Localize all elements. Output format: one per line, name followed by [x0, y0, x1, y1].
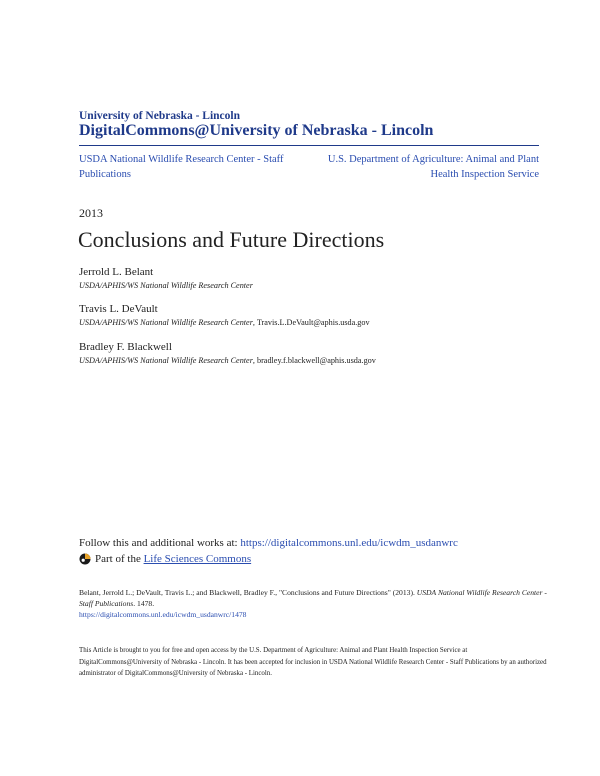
- network-icon: [79, 553, 91, 565]
- affiliation-institution: USDA/APHIS/WS National Wildlife Research Center: [79, 356, 253, 365]
- follow-link[interactable]: https://digitalcommons.unl.edu/icwdm_usdanwrc: [240, 537, 458, 549]
- author-affiliation: [79, 356, 376, 365]
- life-sciences-commons-link[interactable]: Life Sciences Commons: [143, 553, 252, 565]
- citation-number: . 1478.: [133, 599, 155, 608]
- follow-label: Follow this and additional works at:: [79, 537, 241, 549]
- part-of-line: [79, 553, 251, 565]
- author-affiliation: [79, 281, 253, 290]
- author-affiliation: [79, 318, 370, 327]
- citation-url: [79, 610, 246, 619]
- citation-text: Belant, Jerrold L.; DeVault, Travis L.; and Blackwell, Bradley F., "Conclusions and Future Directions" (2013).: [79, 588, 417, 597]
- author-name: Jerrold L. Belant: [79, 266, 154, 278]
- citation-link[interactable]: https://digitalcommons.unl.edu/icwdm_usdanwrc/1478: [79, 610, 247, 619]
- citation-source: USDA National Wildlife Research Center - Staff Publications: [79, 588, 547, 608]
- publication-year: 2013: [79, 206, 103, 220]
- header-divider: [79, 145, 539, 146]
- part-of-label: Part of the: [95, 553, 141, 565]
- author-name: Travis L. DeVault: [79, 303, 158, 315]
- author-name: Bradley F. Blackwell: [79, 341, 172, 353]
- article-title: Conclusions and Future Directions: [78, 227, 385, 252]
- affiliation-institution: USDA/APHIS/WS National Wildlife Research Center: [79, 318, 253, 327]
- follow-line: [79, 537, 458, 549]
- access-notice: This Article is brought to you for free and open access by the U.S. Department of Agriculture: Animal and Plant Health Inspection Service at DigitalCommons@University of Nebraska - Lincoln. It has been accepted for inclusion in USDA National Wildlife Research Center - Staff Publications by an authorized administrator of DigitalCommons@University of Nebraska - Lincoln.: [79, 647, 547, 677]
- collection-link-aphis[interactable]: U.S. Department of Agriculture: Animal and Plant Health Inspection Service: [327, 154, 539, 180]
- author-email[interactable]: , bradley.f.blackwell@aphis.usda.gov: [252, 356, 376, 365]
- author-email[interactable]: , Travis.L.DeVault@aphis.usda.gov: [252, 318, 370, 327]
- citation: [79, 587, 549, 609]
- affiliation-institution: USDA/APHIS/WS National Wildlife Research Center: [79, 281, 253, 290]
- university-name[interactable]: University of Nebraska - Lincoln: [79, 110, 240, 122]
- collection-link-staff-publications[interactable]: USDA National Wildlife Research Center - Staff Publications: [79, 154, 284, 180]
- repository-name[interactable]: DigitalCommons@University of Nebraska - Lincoln: [79, 122, 434, 139]
